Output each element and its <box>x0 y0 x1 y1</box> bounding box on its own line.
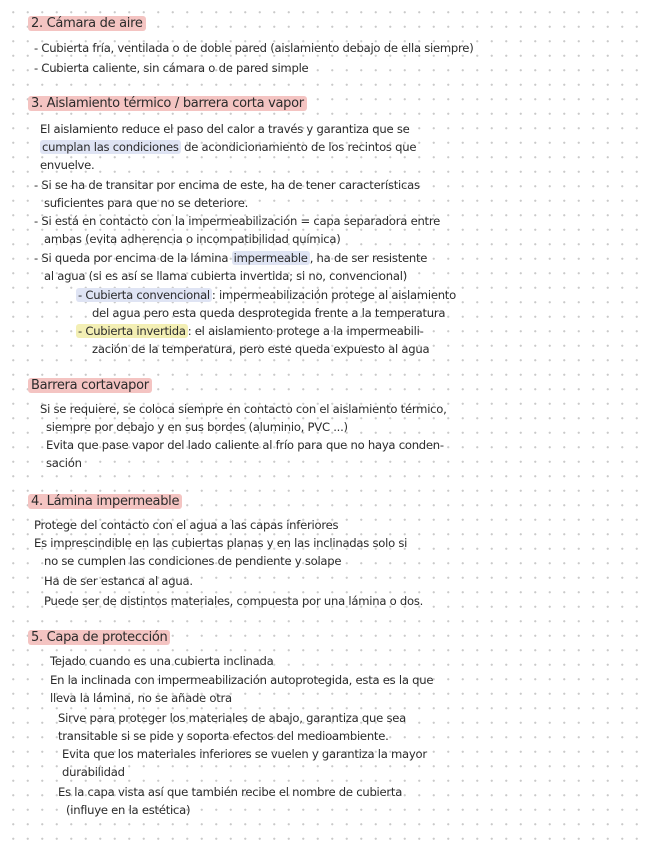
section-5-line-1: Tejado cuando es una cubierta inclinada <box>50 654 274 668</box>
section-5-line-8: Es la capa vista así que también recibe el nombre de cubierta <box>58 785 403 799</box>
section-3-heading <box>28 96 307 111</box>
barrera-line-3: Evita que pase vapor del lado caliente al frío para que no haya conden- <box>46 438 444 452</box>
section-5-line-7: durabilidad <box>62 765 125 779</box>
section-3-line-8-start: - Si queda por encima de la lámina <box>34 251 232 265</box>
section-3-line-12 <box>76 324 424 339</box>
section-4-line-2: Es imprescindible en las cubiertas planas y en las inclinadas solo si <box>34 536 408 550</box>
section-4-line-1: Protege del contacto con el agua a las capas inferiores <box>34 518 339 532</box>
section-5-line-9: (influye en la estética) <box>66 803 191 817</box>
barrera-title: Barrera cortavapor <box>28 378 152 393</box>
section-3-line-3: envuelve. <box>40 158 95 172</box>
highlight-conditions: cumplan las condiciones <box>42 140 179 154</box>
section-2-line-1: - Cubierta fría, ventilada o de doble pared (aislamiento debajo de ella siempre) <box>34 41 474 55</box>
section-3-title: 3. Aislamiento térmico / barrera corta vapor <box>28 96 307 111</box>
section-3-line-4: - Si se ha de transitar por encima de este, ha de tener características <box>34 178 420 192</box>
section-3-line-13: zación de la temperatura, pero este queda expuesto al agua <box>92 342 430 356</box>
section-5-line-5: transitable si se pide y soporta efectos del medioambiente. <box>58 729 389 743</box>
section-3-line-7: ambas (evita adherencia o incompatibilidad química) <box>44 232 341 246</box>
section-3-line-2-rest: de acondicionamiento de los recintos que <box>180 140 417 154</box>
section-2-title: 2. Cámara de aire <box>28 16 146 31</box>
section-5-heading <box>28 630 170 645</box>
section-4-line-3: no se cumplen las condiciones de pendiente y solape <box>44 554 342 568</box>
highlight-invertida: - Cubierta invertida <box>78 324 186 338</box>
section-3-line-10 <box>76 288 456 303</box>
section-3-line-9: al agua (si es así se llama cubierta invertida; si no, convencional) <box>44 269 407 283</box>
barrera-line-1: Si se requiere, se coloca siempre en contacto con el aislamiento térmico, <box>40 402 447 416</box>
section-5-line-2: En la inclinada con impermeabilización autoprotegida, esta es la que <box>50 673 434 687</box>
section-5-title: 5. Capa de protección <box>28 630 170 645</box>
section-4-heading <box>28 494 182 509</box>
section-4-title: 4. Lámina impermeable <box>28 494 182 509</box>
section-5-line-6: Evita que los materiales inferiores se vuelen y garantiza la mayor <box>62 747 427 761</box>
section-3-line-11: del agua pero esta queda desprotegida frente a la temperatura <box>92 306 446 320</box>
section-3-line-12-rest: : el aislamiento protege a la impermeabili- <box>187 324 424 338</box>
section-4-line-4: Ha de ser estanca al agua. <box>44 574 193 588</box>
section-3-line-2 <box>40 140 416 155</box>
section-3-line-1: El aislamiento reduce el paso del calor a través y garantiza que se <box>40 122 410 136</box>
section-2-heading <box>28 16 146 31</box>
section-4-line-5: Puede ser de distintos materiales, compuesta por una lámina o dos. <box>44 594 424 608</box>
section-5-line-4: Sirve para proteger los materiales de abajo, garantiza que sea <box>58 711 406 725</box>
section-5-line-3: lleva la lámina, no se añade otra <box>50 691 232 705</box>
section-3-line-8 <box>34 251 427 266</box>
highlight-convencional: - Cubierta convencional <box>78 288 210 302</box>
section-3-line-6: - Si está en contacto con la impermeabilización = capa separadora entre <box>34 214 440 228</box>
highlight-impermeable: impermeable <box>233 251 308 265</box>
barrera-line-4: sación <box>46 456 82 470</box>
section-3-line-10-rest: : impermeabilización protege al aislamiento <box>211 288 456 302</box>
section-2-line-2: - Cubierta caliente, sin cámara o de pared simple <box>34 61 309 75</box>
section-3-line-5: suficientes para que no se deteriore. <box>44 196 249 210</box>
barrera-heading <box>28 378 152 393</box>
barrera-line-2: siempre por debajo y en sus bordes (aluminio, PVC ...) <box>46 420 348 434</box>
section-3-line-8-end: , ha de ser resistente <box>309 251 428 265</box>
